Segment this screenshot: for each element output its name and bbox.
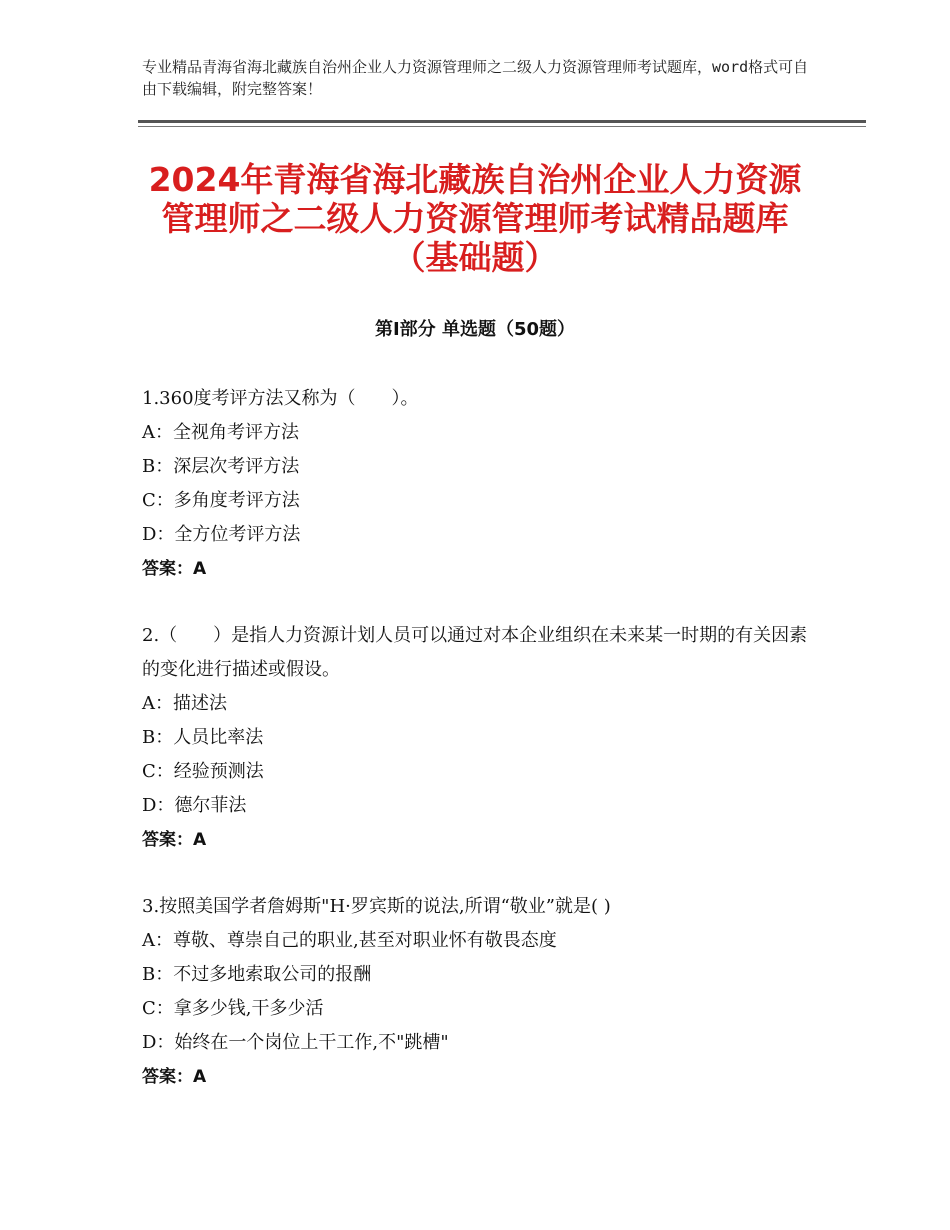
header-note: 专业精品青海省海北藏族自治州企业人力资源管理师之二级人力资源管理师考试题库，word格式可自由下载编辑，附完整答案！ <box>142 58 809 98</box>
option-d: D：德尔菲法 <box>142 795 247 816</box>
question-item <box>142 619 822 857</box>
option-d: D：全方位考评方法 <box>142 524 301 545</box>
answer-label: 答案：A <box>142 1067 207 1087</box>
option-d: D：始终在一个岗位上干工作,不"跳槽" <box>142 1032 449 1053</box>
option-a: A：描述法 <box>142 693 227 714</box>
question-stem: 3.按照美国学者詹姆斯"H·罗宾斯的说法,所谓“敬业”就是( ) <box>142 896 611 917</box>
question-stem: 2.（ ）是指人力资源计划人员可以通过对本企业组织在未来某一时期的有关因素的变化进行描述或假设。 <box>142 625 808 680</box>
title-line: 2024年青海省海北藏族自治州企业人力资源 <box>148 160 802 199</box>
option-c: C：多角度考评方法 <box>142 490 300 511</box>
option-b: B：不过多地索取公司的报酬 <box>142 964 372 985</box>
answer-label: 答案：A <box>142 830 207 850</box>
title-line: 管理师之二级人力资源管理师考试精品题库 <box>161 199 789 238</box>
document-title <box>110 160 840 277</box>
header-rule-thick <box>138 120 866 123</box>
question-item <box>142 382 822 586</box>
option-a: A：全视角考评方法 <box>142 422 299 443</box>
question-stem: 1.360度考评方法又称为（ ）。 <box>142 388 419 409</box>
question-item <box>142 890 822 1094</box>
answer-label: 答案：A <box>142 559 207 579</box>
title-line: （基础题） <box>392 238 558 277</box>
option-b: B：深层次考评方法 <box>142 456 300 477</box>
option-c: C：拿多少钱,干多少活 <box>142 998 324 1019</box>
option-b: B：人员比率法 <box>142 727 264 748</box>
header-rule-thin <box>138 126 866 127</box>
option-a: A：尊敬、尊崇自己的职业,甚至对职业怀有敬畏态度 <box>142 930 557 951</box>
section-title: 第Ⅰ部分 单选题（50题） <box>374 319 575 340</box>
option-c: C：经验预测法 <box>142 761 264 782</box>
question-list <box>142 382 822 1127</box>
